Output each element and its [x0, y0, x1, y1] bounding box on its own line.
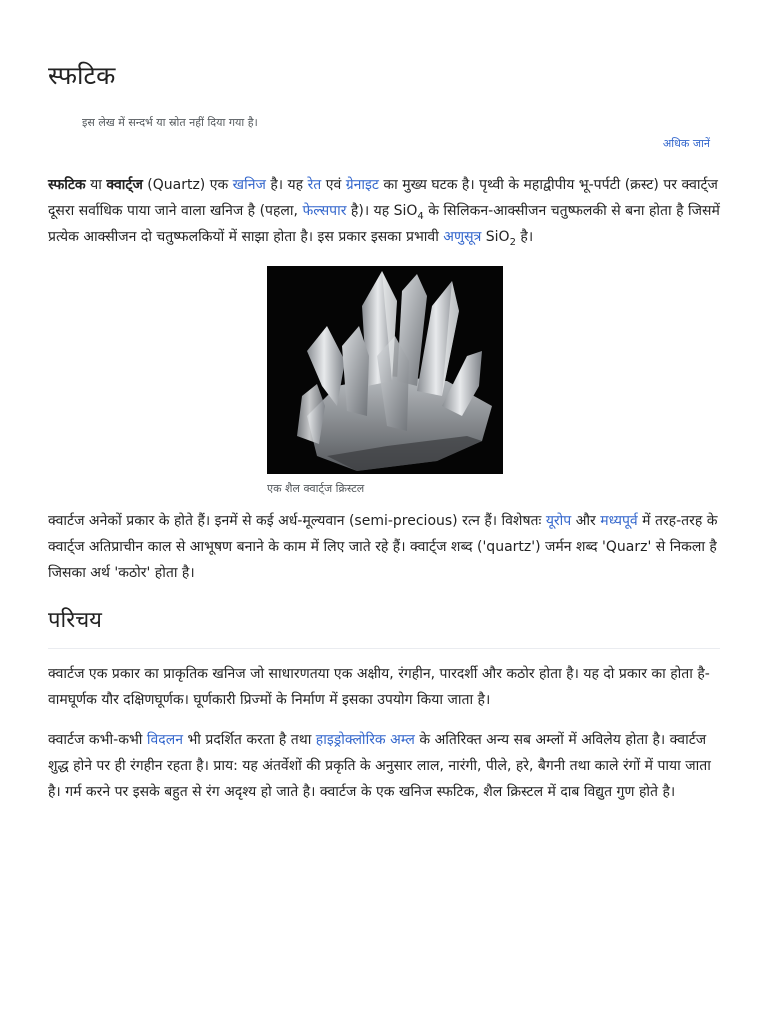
text-run: है)। यह SiO	[346, 203, 418, 219]
text-run: और	[571, 513, 601, 529]
text-run: भी प्रदर्शित करता है तथा	[183, 732, 316, 748]
text-run: क्वार्टज कभी-कभी	[48, 732, 147, 748]
section-divider	[48, 648, 720, 649]
figure-caption: एक शैल क्वार्ट्ज क्रिस्टल	[267, 482, 365, 495]
quartz-crystal-illustration	[267, 266, 503, 474]
subscript: 2	[509, 236, 516, 248]
no-sources-notice: इस लेख में सन्दर्भ या स्रोत नहीं दिया गया है।	[82, 116, 258, 129]
text-run: है। यह	[265, 177, 308, 193]
subscript: 4	[417, 210, 424, 222]
link-cleavage[interactable]: विदलन	[146, 732, 183, 748]
text-run: में तरह-तरह के क्वार्ट्ज अतिप्राचीन काल से आभूषण बनाने के काम में लिए जाते रहे हैं। क्वार्ट्ज शब्द ('quartz') जर्मन शब्द 'Quarz' से निकला है जिसका अर्थ 'कठोर' होता है।	[48, 513, 718, 581]
text-run: क्वार्टज अनेकों प्रकार के होते हैं। इनमें से कई अर्ध-मूल्यवान (semi-precious) रत्न हैं। विशेषतः	[48, 513, 546, 529]
quartz-crystal-image[interactable]	[267, 266, 503, 474]
link-europe[interactable]: यूरोप	[545, 513, 572, 529]
text-run: या	[85, 177, 107, 193]
link-ret[interactable]: रेत	[307, 177, 322, 193]
properties-paragraph	[48, 727, 720, 805]
text-run: है।	[515, 229, 534, 245]
link-hydrochloric-acid[interactable]: हाइड्रोक्लोरिक अम्ल	[315, 732, 415, 748]
text-run: एवं	[321, 177, 346, 193]
bold-term-sphatik: स्फटिक	[48, 177, 86, 193]
text-run: का मुख्य घटक है। पृथ्वी के महाद्वीपीय भू-पर्पटी (क्रस्ट) पर क्वार्ट्ज दूसरा सर्वाधिक पाया जाने वाला खनिज है (पहला,	[48, 177, 718, 219]
page-title: स्फटिक	[48, 61, 116, 90]
learn-more-link[interactable]: अधिक जानें	[662, 137, 710, 150]
text-run: (Quartz) एक	[142, 177, 233, 193]
text-run: के सिलिकन-आक्सीजन चतुष्फलकी से बना होता है जिसमें प्रत्येक आक्सीजन दो चतुष्फलकियों में साझा होता है। इस प्रकार इसका प्रभावी	[48, 203, 720, 245]
intro-paragraph	[48, 172, 720, 250]
link-khanij[interactable]: खनिज	[232, 177, 266, 193]
varieties-paragraph	[48, 508, 720, 586]
bold-term-quartz: क्वार्ट्ज	[106, 177, 143, 193]
section-heading-parichay: परिचय	[48, 608, 102, 633]
link-formula[interactable]: अणुसूत्र	[443, 229, 482, 245]
link-middle-east[interactable]: मध्यपूर्व	[600, 513, 638, 529]
link-granite[interactable]: ग्रेनाइट	[345, 177, 379, 193]
text-run: SiO	[481, 229, 510, 245]
text-run: के अतिरिक्त अन्य सब अम्लों में अविलेय होता है। क्वार्टज शुद्ध होने पर ही रंगहीन रहता है। प्राय: यह अंतर्वेशों की प्रकृति के अनुसार लाल, नारंगी, पीले, हरे, बैगनी तथा काले रंगों में पाया जाता है। गर्म करने पर इसके बहुत से रंग अदृश्य हो जाते है। क्वार्टज के एक खनिज स्फटिक, शैल क्रिस्टल में दाब विद्युत गुण होते है।	[48, 732, 711, 800]
intro-section-paragraph: क्वार्टज एक प्रकार का प्राकृतिक खनिज जो साधारणतया एक अक्षीय, रंगहीन, पारदर्शी और कठोर होता है। यह दो प्रकार का होता है- वामघूर्णक यौर दक्षिणघूर्णक। घूर्णकारी प्रिज्मों के निर्माण में इसका उपयोग किया जाता है।	[48, 666, 710, 708]
link-feldspar[interactable]: फेल्सपार	[302, 203, 347, 219]
